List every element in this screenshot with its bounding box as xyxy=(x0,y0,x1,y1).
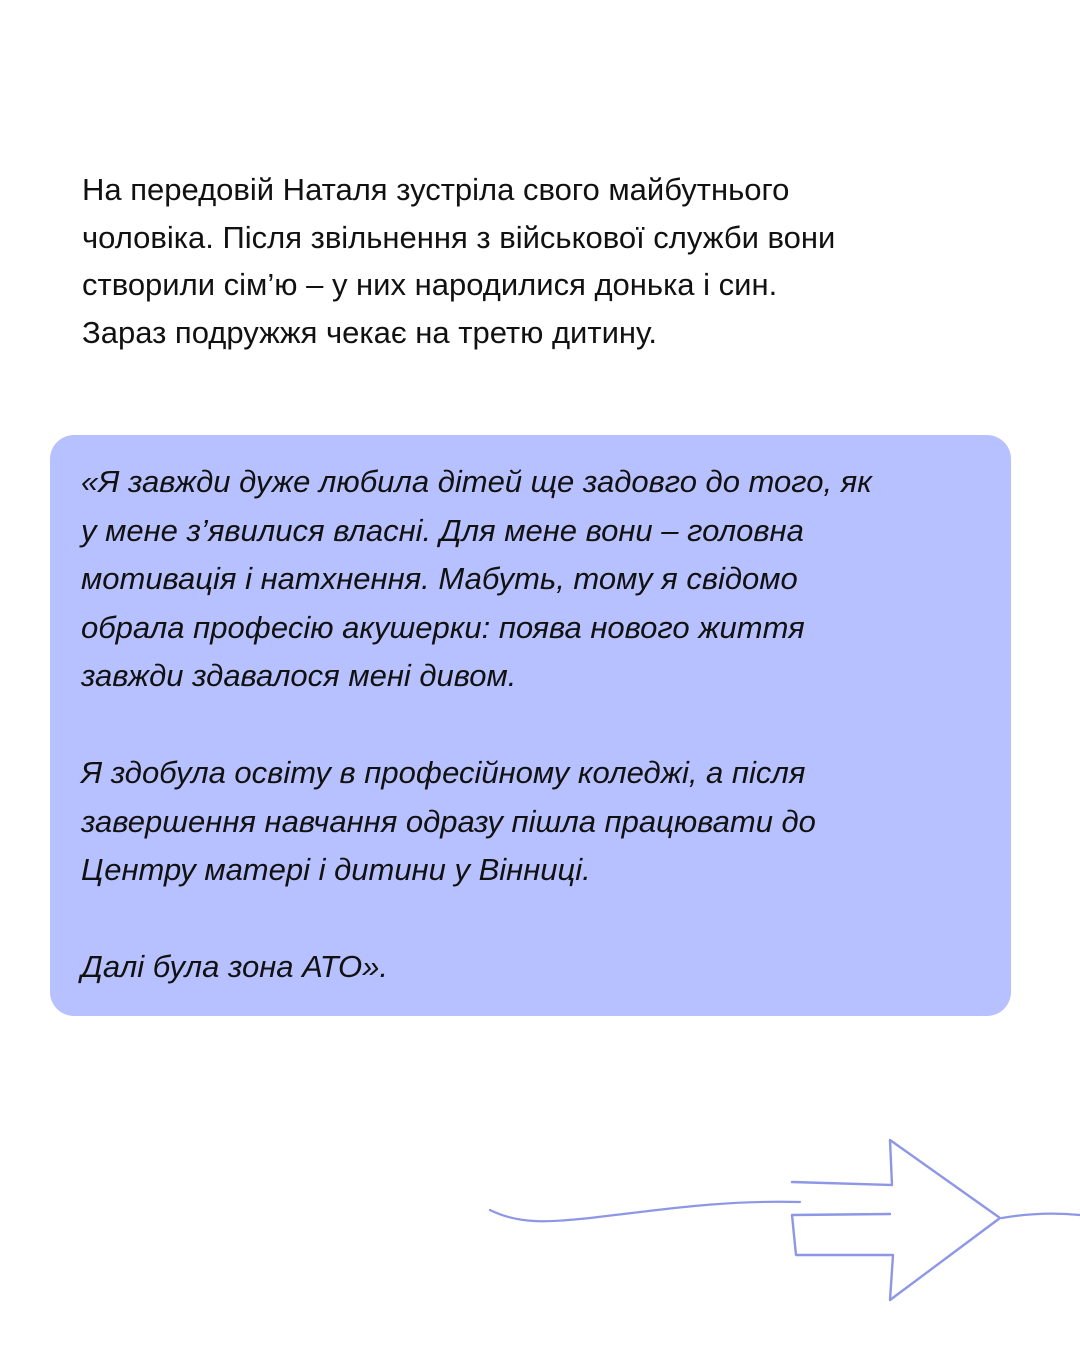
arrow-wavy-line-icon xyxy=(490,1202,800,1222)
quote-line: «Я завжди дуже любила дітей ще задовго до того, як xyxy=(81,464,872,499)
hand-drawn-arrow-icon xyxy=(480,1130,1080,1310)
quote-line: Центру матері і дитини у Вінниці. xyxy=(81,852,591,887)
quote-spacer xyxy=(81,895,991,944)
intro-line: На передовій Наталя зустріла свого майбутнього xyxy=(82,172,790,207)
quote-box xyxy=(50,435,1011,1016)
quote-line: Я здобула освіту в професійному коледжі, а після xyxy=(81,755,806,790)
quote-line: Далі була зона АТО». xyxy=(81,949,388,984)
intro-paragraph xyxy=(82,166,982,356)
quote-line: у мене з’явилися власні. Для мене вони – головна xyxy=(81,512,804,548)
quote-line: завершення навчання одразу пішла працювати до xyxy=(81,803,816,839)
quote-text xyxy=(81,458,991,992)
arrow-tail-line-icon xyxy=(1002,1214,1080,1218)
intro-line: створили сім’ю – у них народилися донька і син. xyxy=(82,267,778,302)
intro-line: Зараз подружжя чекає на третю дитину. xyxy=(82,314,658,350)
quote-spacer xyxy=(81,701,991,750)
arrow-head-icon xyxy=(792,1140,1000,1300)
intro-line: чоловіка. Після звільнення з військової служби вони xyxy=(82,219,836,255)
quote-line: обрала професію акушерки: поява нового життя xyxy=(81,609,805,645)
quote-line: завжди здавалося мені дивом. xyxy=(81,658,517,693)
quote-line: мотивація і натхнення. Мабуть, тому я свідомо xyxy=(81,561,798,596)
